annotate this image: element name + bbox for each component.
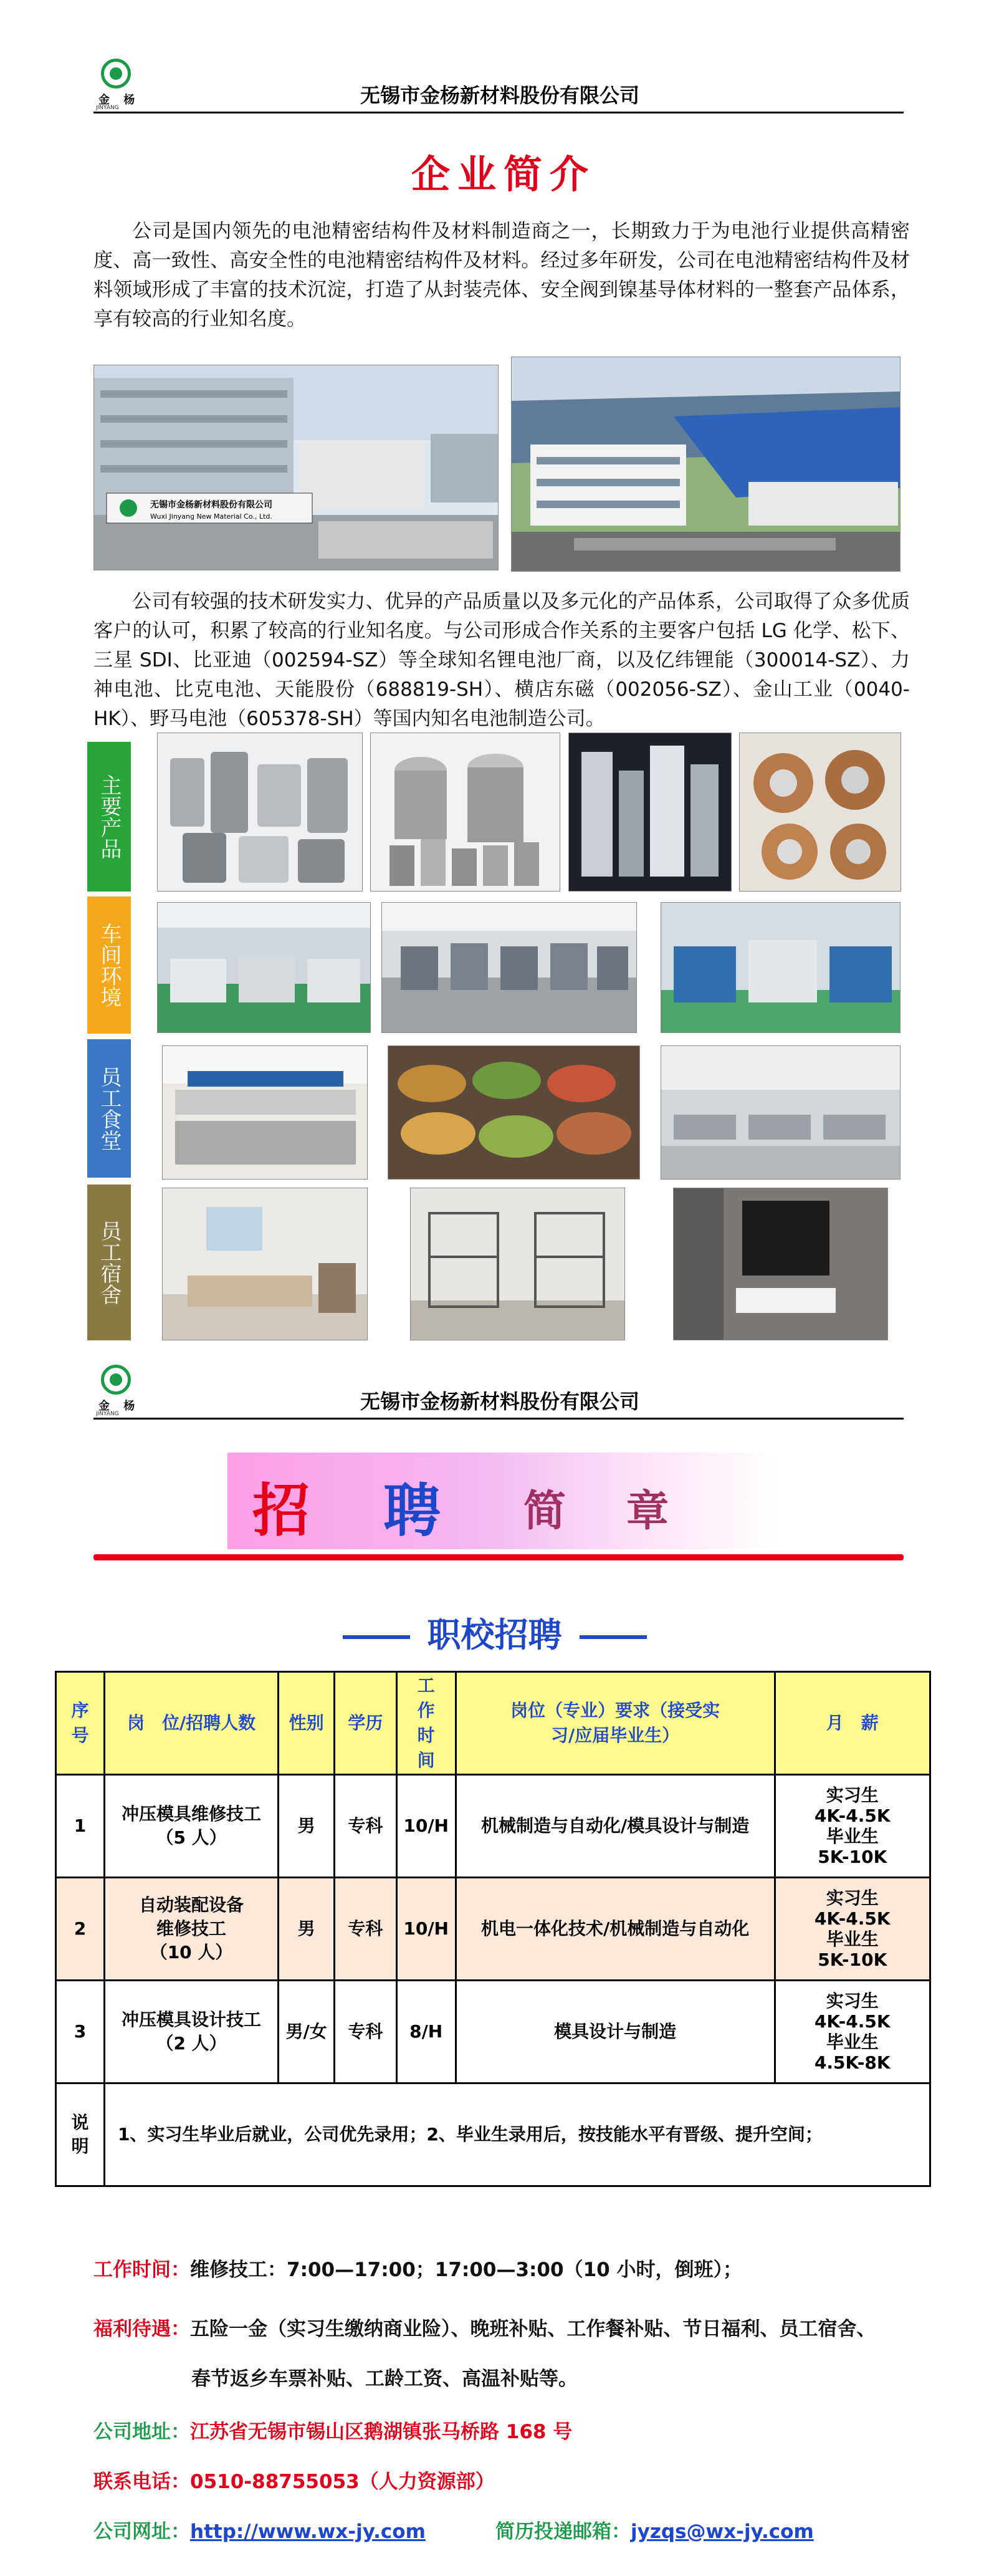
- product-photo-cans: [157, 733, 363, 892]
- cell-hours: 8/H: [396, 1981, 456, 2083]
- jobs-table: [55, 1671, 931, 2187]
- label-main-products: 主要产品: [87, 742, 131, 892]
- logo-icon: [101, 1365, 131, 1395]
- dorm-photo-2: [410, 1188, 625, 1340]
- recruit-banner: [227, 1453, 776, 1549]
- email-line: [495, 2516, 814, 2544]
- cell-gender: 男: [279, 1775, 335, 1878]
- product-photo-cells: [370, 733, 560, 892]
- label-workshop: 车间环境: [87, 896, 131, 1034]
- table-row: [56, 1878, 930, 1981]
- canteen-photo-food: [388, 1045, 640, 1180]
- page-header: [93, 56, 904, 113]
- phone-label: 联系电话：: [93, 2471, 190, 2493]
- table-header-row: [56, 1672, 930, 1775]
- factory-photo-aerial: [511, 357, 901, 572]
- logo-en-text: JINYANG: [96, 105, 119, 111]
- company-logo-2: [93, 1362, 140, 1418]
- col-header-hours: 工作时间: [396, 1672, 456, 1775]
- workshop-photo-2: [381, 902, 637, 1033]
- logo-cn-text: 金 杨: [98, 1400, 140, 1413]
- cell-post: 冲压模具维修技工 （5 人）: [104, 1775, 278, 1878]
- dorm-photo-bathroom: [673, 1188, 888, 1340]
- cell-education: 专科: [334, 1981, 396, 2083]
- cell-education: 专科: [334, 1775, 396, 1878]
- table-note-row: [56, 2083, 930, 2186]
- address-label: 公司地址：: [93, 2421, 190, 2443]
- col-header-education: 学历: [334, 1672, 396, 1775]
- cell-requirement: 机械制造与自动化/模具设计与制造: [456, 1775, 775, 1878]
- col-header-post: 岗 位/招聘人数: [104, 1672, 278, 1775]
- cell-post: 冲压模具设计技工 （2 人）: [104, 1981, 278, 2083]
- sign-text: 无锡市金杨新材料股份有限公司: [150, 500, 272, 510]
- email-label: 简历投递邮箱：: [495, 2521, 631, 2543]
- intro-paragraph-1: 公司是国内领先的电池精密结构件及材料制造商之一，长期致力于为电池行业提供高精密度、高一致性、高安全性的电池精密结构件及材料。经过多年研发，公司在电池精密结构件及材料领域形成了丰富的技术沉淀，打造了从封装壳体、安全阀到镍基导体材料的一整套产品体系，享有较高的行业知名度。: [93, 220, 910, 330]
- workshop-photo-1: [157, 902, 371, 1033]
- cell-requirement: 模具设计与制造: [456, 1981, 775, 2083]
- cell-hours: 10/H: [396, 1878, 456, 1981]
- col-header-requirement: 岗位（专业）要求（接受实习/应届毕业生）: [456, 1672, 775, 1775]
- cell-hours: 10/H: [396, 1775, 456, 1878]
- recruit-subtitle-text: 职校招聘: [427, 1615, 562, 1655]
- recruit-subtitle: [0, 1608, 989, 1656]
- banner-char-zhao: 招: [252, 1477, 310, 1544]
- page-header-2: [93, 1362, 904, 1420]
- cell-no: 3: [56, 1981, 105, 2083]
- phone-value: 0510-88755053（人力资源部）: [190, 2471, 495, 2493]
- cell-requirement: 机电一体化技术/机械制造与自动化: [456, 1878, 775, 1981]
- canteen-photo-1: [162, 1045, 368, 1180]
- label-canteen: 员工食堂: [87, 1039, 131, 1178]
- work-time-line: [93, 2254, 742, 2282]
- cell-no: 2: [56, 1878, 105, 1981]
- website-link[interactable]: http://www.wx-jy.com: [190, 2521, 426, 2543]
- website-line: [93, 2516, 426, 2544]
- subtitle-line-left: [343, 1635, 410, 1639]
- address-line: [93, 2416, 572, 2444]
- col-header-salary: 月 薪: [775, 1672, 930, 1775]
- phone-line: [93, 2466, 495, 2494]
- product-photo-profiles: [568, 733, 732, 892]
- logo-en-text: JINYANG: [96, 1411, 119, 1417]
- benefits-value-2: 春节返乡车票补贴、工龄工资、高温补贴等。: [191, 2368, 578, 2390]
- sign-en-text: Wuxi Jinyang New Material Co., Ltd.: [150, 512, 272, 521]
- intro-paragraph-2: 公司有较强的技术研发实力、优异的产品质量以及多元化的产品体系，公司取得了众多优质客户的认可，积累了较高的行业知名度。与公司形成合作关系的主要客户包括 LG 化学、松下、三星 SDI、比亚迪（002594-SZ）等全球知名锂电池厂商，以及亿纬锂能（300014-SZ）、力神电池、比克电池、天能股份（688819-SH）、横店东磁（002056-SZ）、金山工业（0040-HK）、野马电池（605378-SH）等国内知名电池制造公司。: [93, 590, 910, 730]
- intro-title: 企业简介: [411, 151, 596, 197]
- website-label: 公司网址：: [93, 2521, 190, 2543]
- factory-photo-front: [93, 365, 499, 570]
- header-company-name-2: 无锡市金杨新材料股份有限公司: [360, 1390, 640, 1413]
- work-time-label: 工作时间：: [93, 2259, 190, 2281]
- banner-char-jian: 简: [523, 1486, 566, 1536]
- cell-salary: 实习生 4K-4.5K 毕业生 5K-10K: [775, 1878, 930, 1981]
- cell-education: 专科: [334, 1878, 396, 1981]
- col-header-gender: 性别: [279, 1672, 335, 1775]
- cell-note: 1、实习生毕业后就业，公司优先录用；2、毕业生录用后，按技能水平有晋级、提升空间；: [104, 2083, 930, 2186]
- canteen-photo-2: [661, 1045, 901, 1180]
- cell-no: 1: [56, 1775, 105, 1878]
- benefits-line: [93, 2313, 876, 2341]
- table-row: [56, 1775, 930, 1878]
- banner-char-zhang: 章: [626, 1486, 669, 1536]
- col-header-no: 序号: [56, 1672, 105, 1775]
- label-dormitory: 员工宿舍: [87, 1185, 131, 1340]
- address-value: 江苏省无锡市锡山区鹅湖镇张马桥路 168 号: [190, 2421, 573, 2443]
- banner-divider: [93, 1554, 904, 1560]
- cell-post: 自动装配设备 维修技工 （10 人）: [104, 1878, 278, 1981]
- benefits-label: 福利待遇：: [93, 2318, 190, 2340]
- logo-icon: [101, 59, 131, 89]
- cell-note-label: 说明: [56, 2083, 105, 2186]
- dorm-photo-1: [162, 1188, 368, 1340]
- cell-salary: 实习生 4K-4.5K 毕业生 4.5K-8K: [775, 1981, 930, 2083]
- logo-cn-text: 金 杨: [98, 94, 140, 107]
- email-link[interactable]: jyzqs@wx-jy.com: [631, 2521, 814, 2543]
- work-time-value: 维修技工：7:00—17:00；17:00—3:00（10 小时，倒班）；: [190, 2259, 742, 2281]
- company-logo: [93, 56, 140, 112]
- cell-gender: 男/女: [279, 1981, 335, 2083]
- cell-salary: 实习生 4K-4.5K 毕业生 5K-10K: [775, 1775, 930, 1878]
- table-row: [56, 1981, 930, 2083]
- product-photo-caps: [739, 733, 901, 892]
- benefits-value-1: 五险一金（实习生缴纳商业险）、晚班补贴、工作餐补贴、节日福利、员工宿舍、: [190, 2318, 876, 2340]
- workshop-photo-3: [661, 902, 901, 1033]
- header-company-name: 无锡市金杨新材料股份有限公司: [360, 84, 640, 107]
- banner-char-pin: 聘: [383, 1477, 441, 1544]
- subtitle-line-right: [580, 1635, 647, 1639]
- cell-gender: 男: [279, 1878, 335, 1981]
- benefits-line-2: [191, 2363, 578, 2391]
